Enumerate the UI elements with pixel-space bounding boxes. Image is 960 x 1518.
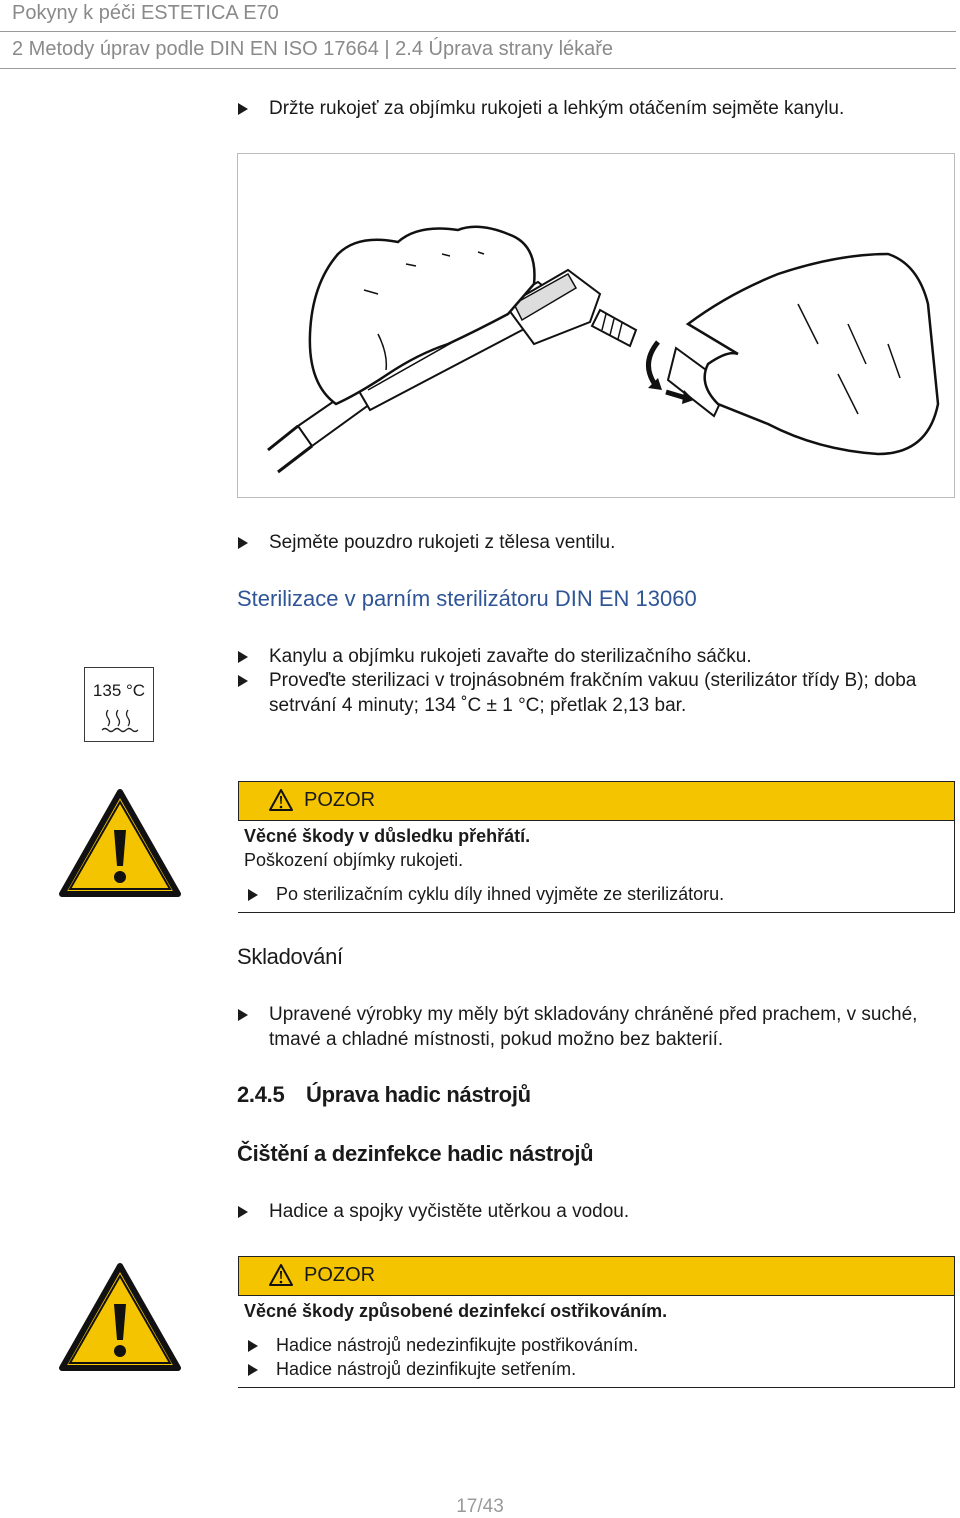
bullet-icon (238, 1009, 248, 1021)
sterilization-step-2-line2: setrvání 4 minuty; 134 ˚C ± 1 °C; přetlak 2,13 bar. (269, 695, 687, 716)
warning-1-action: Po sterilizačním cyklu díly ihned vyjměte ze sterilizátoru. (276, 884, 725, 904)
sterilization-step-2-line1: Proveďte sterilizaci v trojnásobném frakčním vakuu (sterilizátor třídy B); doba (269, 670, 917, 691)
header-divider-bottom (0, 68, 956, 69)
bullet-icon (238, 651, 248, 663)
cleaning-step: Hadice a spojky vyčistěte utěrkou a vodou. (269, 1201, 630, 1222)
warning-1-heading: Věcné škody v důsledku přehřátí. (244, 826, 531, 846)
bullet-icon (238, 103, 248, 115)
bullet-icon (248, 889, 258, 901)
warning-triangle-icon (58, 1262, 182, 1372)
section-number: 2.4.5 (237, 1082, 285, 1107)
illustration-figure (237, 153, 955, 498)
cleaning-heading: Čištění a dezinfekce hadic nástrojů (237, 1141, 594, 1166)
document-title: Pokyny k péči ESTETICA E70 (12, 2, 279, 24)
warning-2-heading: Věcné škody způsobené dezinfekcí ostřikováním. (244, 1301, 668, 1321)
breadcrumb: 2 Metody úprav podle DIN EN ISO 17664 | 2.4 Úprava strany lékaře (12, 38, 614, 60)
header-divider (0, 31, 956, 32)
storage-step-line1: Upravené výrobky my měly být skladovány chráněné před prachem, v suché, (269, 1004, 918, 1025)
bullet-icon (248, 1340, 258, 1352)
storage-step-line2: tmavé a chladné místnosti, pokud možno bez bakterií. (269, 1029, 724, 1050)
storage-heading: Skladování (237, 944, 343, 969)
steam-icon (101, 708, 139, 734)
bullet-icon (238, 675, 248, 687)
bullet-icon (238, 1206, 248, 1218)
sterilization-symbol (84, 667, 154, 742)
hand-removing-cannula-illustration (238, 154, 954, 497)
warning-1-label: POZOR (304, 789, 376, 811)
bullet-icon (248, 1364, 258, 1376)
sterilization-step-1: Kanylu a objímku rukojeti zavařte do sterilizačního sáčku. (269, 646, 752, 667)
bullet-icon (238, 537, 248, 549)
warning-small-icon (268, 788, 294, 812)
sterilization-heading: Sterilizace v parním sterilizátoru DIN EN 13060 (237, 586, 697, 611)
warning-2-action-1: Hadice nástrojů nedezinfikujte postřikováním. (276, 1335, 639, 1355)
sterilization-temperature: 135 °C (92, 681, 146, 700)
warning-1-text: Poškození objímky rukojeti. (244, 850, 464, 870)
step-remove-cannula: Držte rukojeť za objímku rukojeti a lehkým otáčením sejměte kanylu. (269, 98, 845, 119)
warning-2-label: POZOR (304, 1264, 376, 1286)
warning-small-icon (268, 1263, 294, 1287)
warning-2-action-2: Hadice nástrojů dezinfikujte setřením. (276, 1359, 577, 1379)
warning-triangle-icon (58, 788, 182, 898)
page-number: 17/43 (456, 1496, 504, 1517)
section-title: Úprava hadic nástrojů (306, 1082, 531, 1107)
step-remove-sleeve: Sejměte pouzdro rukojeti z tělesa ventilu. (269, 532, 616, 553)
